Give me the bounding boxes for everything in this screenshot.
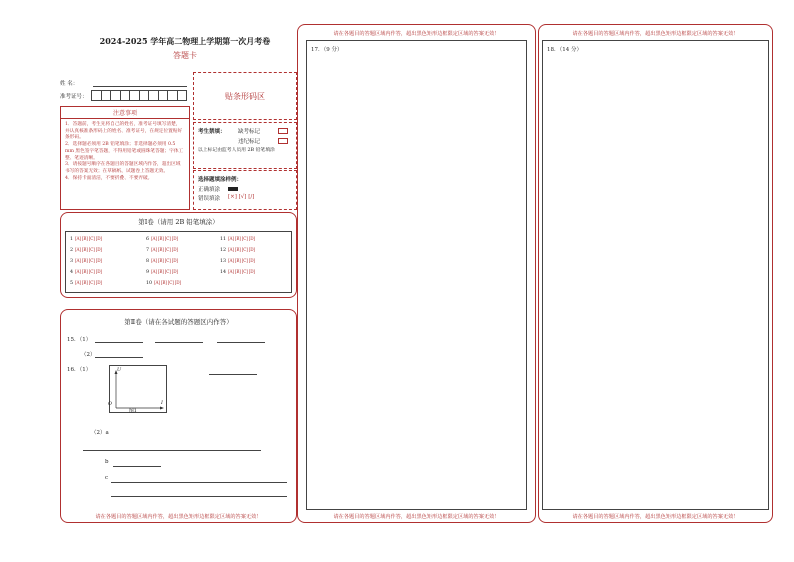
q17-answer-frame[interactable]	[306, 40, 527, 510]
q16-c-answer-line-1[interactable]	[111, 482, 287, 483]
q16-2a-label: （2）a	[91, 430, 109, 436]
answer-options[interactable]: [A] [B] [C] [D]	[151, 258, 178, 263]
answer-options[interactable]: [A] [B] [C] [D]	[75, 236, 102, 241]
q17-label: 17．（9 分）	[311, 47, 343, 53]
answer-options[interactable]: [A] [B] [C] [D]	[75, 280, 102, 285]
name-field[interactable]	[93, 86, 187, 87]
question-number: 5	[70, 281, 74, 286]
fill-example-box	[193, 170, 297, 210]
cheat-mark-label: 违纪标记	[238, 139, 261, 145]
part1-box	[60, 212, 297, 298]
answer-options[interactable]: [A] [B] [C] [D]	[75, 258, 102, 263]
q16-c-answer-line-2[interactable]	[111, 496, 287, 497]
answer-options[interactable]: [A] [B] [C] [D]	[75, 247, 102, 252]
fill-example-title: 选择题填涂样例：	[198, 177, 243, 183]
q15-2-label: （2）	[81, 352, 96, 358]
part1-answer-grid	[65, 231, 292, 293]
notice-item: 1．答题前，考生先将自己的姓名，准考证号填写清楚，并认真核准条形码上的姓名、准考证号，在规定位置贴好条形码。	[65, 122, 183, 141]
barcode-label: 贴条形码区	[225, 91, 265, 101]
barcode-area	[193, 72, 297, 120]
answer-options[interactable]: [A] [B] [C] [D]	[154, 280, 181, 285]
q16-b-label: b	[105, 459, 109, 465]
answer-options[interactable]: [A] [B] [C] [D]	[228, 258, 255, 263]
answer-options[interactable]: [A] [B] [C] [D]	[151, 236, 178, 241]
answer-sheet-subtitle: 答题卡	[173, 51, 197, 60]
origin-label: O	[108, 402, 112, 407]
q15-1-label: 15．（1）	[67, 337, 92, 343]
q17-top-warning: 请在各题目的答题区域内作答，超出黑色矩形边框限定区域的答案无效！	[333, 31, 500, 37]
q16-1-answer-line[interactable]	[209, 374, 257, 375]
notice-box	[60, 106, 190, 210]
notice-title: 注意事项	[61, 107, 189, 119]
question-number: 14	[220, 270, 227, 275]
answer-options[interactable]: [A] [B] [C] [D]	[228, 236, 255, 241]
part2-title: 第Ⅱ卷（请在各试题的答题区内作答）	[124, 318, 233, 326]
q18-label: 18．（14 分）	[547, 47, 582, 53]
name-label: 姓 名：	[60, 81, 79, 87]
question-number: 10	[146, 281, 153, 286]
question-number: 9	[146, 270, 150, 275]
q16-1-label: 16．（1）	[67, 367, 92, 373]
question-number: 11	[220, 237, 227, 242]
exam-marks-box	[193, 122, 297, 169]
cheat-mark-box[interactable]	[278, 138, 288, 144]
absent-mark-box[interactable]	[278, 128, 288, 134]
notice-item: 3．请按题号顺序在各题目的答题区域内作答，超出区域书写的答案无效；在草稿纸、试题卷上答题无效。	[65, 162, 181, 174]
q16-b-answer-line[interactable]	[113, 466, 161, 467]
absent-mark-label: 缺考标记	[238, 129, 261, 135]
question-number: 13	[220, 259, 227, 264]
q17-answer-area[interactable]	[297, 24, 536, 523]
q15-answer-line-3[interactable]	[217, 342, 265, 343]
exam-id-label: 准考证号：	[60, 94, 88, 100]
answer-options[interactable]: [A] [B] [C] [D]	[228, 247, 255, 252]
question-number: 7	[146, 248, 150, 253]
q16-2a-answer-line[interactable]	[83, 450, 261, 451]
u-axis-label: U	[117, 368, 122, 373]
q15-answer-line-2[interactable]	[155, 342, 203, 343]
q16-c-label: c	[105, 475, 109, 481]
answer-options[interactable]: [A] [B] [C] [D]	[151, 247, 178, 252]
figure-1-label: 图1	[129, 409, 137, 414]
notice-item: 4．保持卡面清洁，不要折叠、不要弄破。	[65, 175, 153, 181]
part1-title: 第Ⅰ卷（请用 2B 铅笔填涂）	[138, 218, 219, 226]
exam-marks-note: 以上标记由监考人员用 2B 铅笔填涂	[198, 148, 275, 153]
q15-2-answer-line[interactable]	[95, 357, 143, 358]
correct-fill-label: 正确填涂	[198, 187, 221, 193]
correct-fill-sample	[228, 187, 238, 191]
part2-box	[60, 309, 297, 523]
answer-options[interactable]: [A] [B] [C] [D]	[228, 269, 255, 274]
i-axis-label: I	[161, 401, 163, 406]
q17-bottom-warning: 请在各题目的答题区域内作答，超出黑色矩形边框限定区域的答案无效！	[333, 514, 500, 520]
question-number: 3	[70, 259, 74, 264]
part2-warning: 请在各题目的答题区域内作答，超出黑色矩形边框限定区域的答案无效！	[95, 514, 262, 520]
wrong-fill-label: 错误填涂	[198, 196, 221, 202]
q15-answer-line-1[interactable]	[95, 342, 143, 343]
notice-item: 2．选择题必须用 2B 铅笔填涂；非选择题必须用 0.5 mm 黑色签字笔答题，不得用铅笔或圆珠笔答题；字体工整、笔迹清晰。	[65, 142, 184, 161]
answer-options[interactable]: [A] [B] [C] [D]	[151, 269, 178, 274]
q18-top-warning: 请在各题目的答题区域内作答，超出黑色矩形边框限定区域的答案无效！	[572, 31, 739, 37]
exam-id-boxes[interactable]	[91, 90, 187, 101]
question-number: 8	[146, 259, 150, 264]
q18-answer-frame[interactable]	[542, 40, 769, 510]
question-number: 6	[146, 237, 150, 242]
wrong-fill-samples: [×] [√] [/]	[228, 194, 255, 200]
question-number: 2	[70, 248, 74, 253]
question-number: 1	[70, 237, 74, 242]
exam-title: 2024-2025 学年高二物理上学期第一次月考卷	[99, 36, 271, 46]
q18-bottom-warning: 请在各题目的答题区域内作答，超出黑色矩形边框限定区域的答案无效！	[572, 514, 739, 520]
question-number: 12	[220, 248, 227, 253]
exam-marks-label: 考生禁填：	[198, 129, 226, 135]
q18-answer-area[interactable]	[538, 24, 773, 523]
question-number: 4	[70, 270, 74, 275]
answer-options[interactable]: [A] [B] [C] [D]	[75, 269, 102, 274]
